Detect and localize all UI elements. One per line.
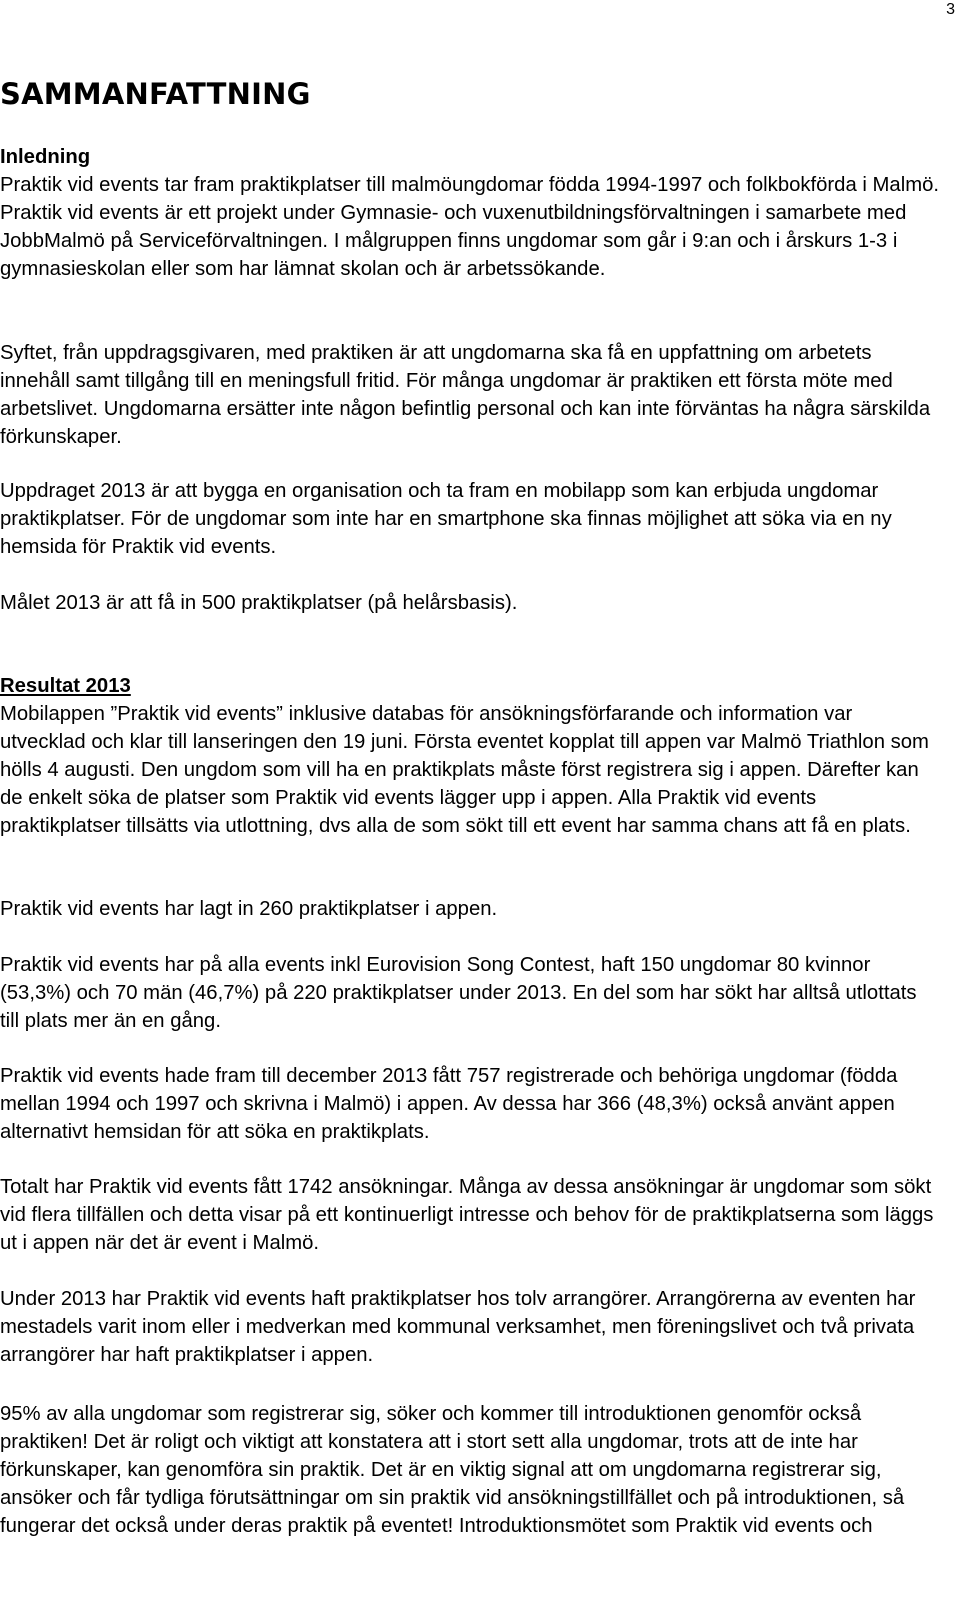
- paragraph: Under 2013 har Praktik vid events haft praktikplatser hos tolv arrangörer. Arrangörerna av eventen har mestadels varit inom eller i medverkan med kommunal verksamhet, men föreningslivet och två privata arrangörer har haft praktikplatser i appen.: [0, 1288, 916, 1367]
- paragraph: 95% av alla ungdomar som registrerar sig, söker och kommer till introduktionen genomför också praktiken! Det är roligt och viktigt att konstatera att i stort sett alla ungdomar, trots att de inte har förkunskaper, kan genomföra sin praktik. Det är en viktig signal att om ungdomarna registrerar sig, ansöker och får tydliga förutsättningar om sin praktik vid ansökningstillfället och på introduktionen, så fungerar det också under deras praktik på eventet! Introduktionsmötet som Praktik vid events och: [0, 1403, 905, 1538]
- paragraph: Mobilappen ”Praktik vid events” inklusive databas för ansökningsförfarande och information var utvecklad och klar till lanseringen den 19 juni. Första eventet kopplat till appen var Malmö Triathlon som hölls 4 augusti. Den ungdom som vill ha en praktikplats måste först registrera sig i appen. Därefter kan de enkelt söka de platser som Praktik vid events lägger upp i appen. Alla Praktik vid events praktikplatser tillsätts via utlottning, dvs alla de som sökt till ett event har samma chans att få en plats.: [0, 703, 929, 838]
- paragraph-registrerade: [0, 1062, 940, 1146]
- paragraph: Praktik vid events har lagt in 260 praktikplatser i appen.: [0, 898, 498, 920]
- page-title: SAMMANFATTNING: [0, 77, 311, 111]
- paragraph-platser: [0, 895, 940, 923]
- page-number: 3: [946, 1, 955, 18]
- paragraph: Totalt har Praktik vid events fått 1742 ansökningar. Många av dessa ansökningar är ungdomar som sökt vid flera tillfällen och detta visar på ett kontinuerligt intresse och behov för de praktikplatserna som läggs ut i appen när det är event i Malmö.: [0, 1176, 934, 1255]
- paragraph-ansokningar: [0, 1173, 940, 1257]
- section-inledning: [0, 143, 940, 283]
- paragraph: Praktik vid events har på alla events inkl Eurovision Song Contest, haft 150 ungdomar 80 kvinnor (53,3%) och 70 män (46,7%) på 220 praktikplatser under 2013. En del som har sökt har alltså utlottats till plats mer än en gång.: [0, 954, 917, 1033]
- paragraph-arrangorer: [0, 1285, 940, 1369]
- paragraph-genomfor: [0, 1400, 940, 1540]
- paragraph: Uppdraget 2013 är att bygga en organisation och ta fram en mobilapp som kan erbjuda ungdomar praktikplatser. För de ungdomar som inte har en smartphone ska finnas möjlighet att söka via en ny hemsida för Praktik vid events.: [0, 480, 892, 559]
- paragraph: Målet 2013 är att få in 500 praktikplatser (på helårsbasis).: [0, 592, 518, 614]
- paragraph-ungdomar: [0, 951, 940, 1035]
- paragraph: Syftet, från uppdragsgivaren, med praktiken är att ungdomarna ska få en uppfattning om arbetets innehåll samt tillgång till en meningsfull fritid. För många ungdomar är praktiken ett första möte med arbetslivet. Ungdomarna ersätter inte någon befintlig personal och kan inte förväntas ha några särskilda förkunskaper.: [0, 342, 931, 449]
- section-heading-inledning: Inledning: [0, 146, 91, 168]
- paragraph: Praktik vid events hade fram till december 2013 fått 757 registrerade och behöriga ungdomar (födda mellan 1994 och 1997 och skrivna i Malmö) i appen. Av dessa har 366 (48,3%) också använt appen alternativt hemsidan för att söka en praktikplats.: [0, 1065, 898, 1144]
- paragraph: Praktik vid events tar fram praktikplatser till malmöungdomar födda 1994-1997 och folkbokförda i Malmö. Praktik vid events är ett projekt under Gymnasie- och vuxenutbildningsförvaltningen i samarbete med JobbMalmö på Serviceförvaltningen. I målgruppen finns ungdomar som går i 9:an och i årskurs 1-3 i gymnasieskolan eller som har lämnat skolan och är arbetssökande.: [0, 174, 940, 281]
- paragraph-syfte: [0, 339, 940, 451]
- paragraph-uppdrag: [0, 477, 940, 561]
- section-heading-resultat: Resultat 2013: [0, 675, 131, 697]
- section-resultat: [0, 672, 940, 841]
- paragraph-malet: [0, 589, 940, 617]
